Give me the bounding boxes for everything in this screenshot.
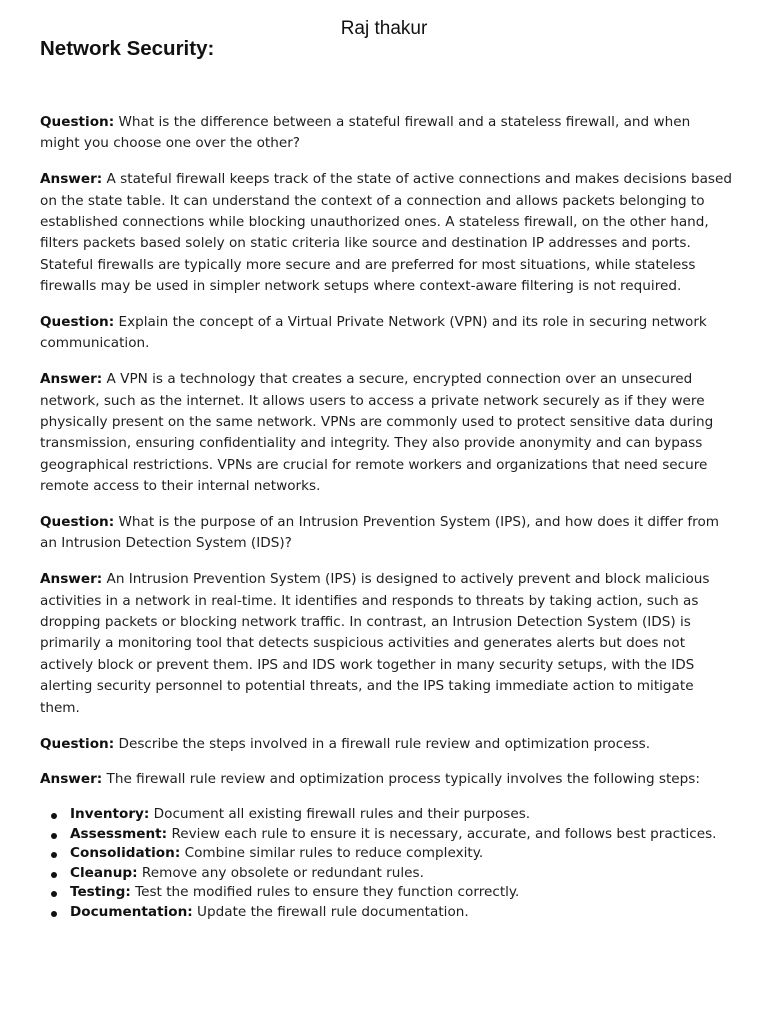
author-name: Raj thakur	[340, 18, 428, 39]
step-term: Testing:	[70, 884, 131, 901]
question-label: Question:	[40, 114, 115, 130]
question-text: Explain the concept of a Virtual Private Network (VPN) and its role in securing network communication.	[40, 314, 707, 352]
bullet-icon	[51, 813, 57, 819]
answer-label: Answer:	[40, 171, 103, 188]
step-text: Remove any obsolete or redundant rules.	[141, 864, 424, 881]
answer-label: Answer:	[40, 371, 103, 388]
document-title: Network Security:	[40, 37, 215, 60]
bullet-icon	[51, 891, 57, 897]
answer-1	[40, 169, 732, 297]
bullet-icon	[51, 872, 57, 878]
bullet-icon	[51, 911, 57, 917]
answer-text: A stateful firewall keeps track of the state of active connections and makes decisions based on the state table. It can understand the context of a connection and allows packets belonging to established connections while blocking unauthorized ones. A stateless firewall, on the other hand, filters packets based solely on static criteria like source and destination IP addresses and ports. Stateful firewalls are typically more secure and are preferred for most situations, while stateless firewalls may be used in simpler network setups where context-aware filtering is not required.	[40, 171, 732, 295]
answer-label: Answer:	[40, 771, 103, 788]
bullet-icon	[51, 833, 57, 839]
question-1	[40, 112, 732, 155]
list-item	[40, 825, 732, 845]
step-text: Test the modified rules to ensure they function correctly.	[135, 884, 520, 901]
firewall-steps-list	[40, 805, 732, 923]
question-4	[40, 734, 732, 755]
step-term: Documentation:	[70, 904, 193, 921]
question-text: What is the purpose of an Intrusion Prevention System (IPS), and how does it differ from an Intrusion Detection System (IDS)?	[40, 514, 720, 552]
list-item	[40, 883, 732, 903]
question-2	[40, 312, 732, 355]
document-body	[40, 112, 732, 923]
list-item	[40, 903, 732, 923]
answer-3	[40, 569, 732, 719]
answer-text: An Intrusion Prevention System (IPS) is designed to actively prevent and block malicious activities in a network in real-time. It identifies and responds to threats by taking action, such as dropping packets or blocking network traffic. In contrast, an Intrusion Detection System (IDS) is primarily a monitoring tool that detects suspicious activities and generates alerts but does not actively block or prevent them. IPS and IDS work together in many security setups, with the IDS alerting security personnel to potential threats, and the IPS taking immediate action to mitigate them.	[40, 571, 710, 716]
answer-label: Answer:	[40, 571, 103, 588]
step-term: Inventory:	[70, 806, 150, 823]
step-text: Combine similar rules to reduce complexity.	[184, 845, 484, 862]
step-text: Review each rule to ensure it is necessary, accurate, and follows best practices.	[171, 825, 717, 842]
answer-text: The firewall rule review and optimization process typically involves the following steps:	[106, 771, 700, 788]
question-label: Question:	[40, 735, 115, 752]
answer-text: A VPN is a technology that creates a secure, encrypted connection over an unsecured network, such as the internet. It allows users to access a private network securely as if they were physically present on the same network. VPNs are commonly used to protect sensitive data during transmission, ensuring confidentiality and integrity. They also provide anonymity and can bypass geographical restrictions. VPNs are crucial for remote workers and organizations that need secure remote access to their internal networks.	[40, 371, 714, 495]
step-term: Consolidation:	[70, 845, 181, 862]
bullet-icon	[51, 852, 57, 858]
list-item	[40, 864, 732, 884]
question-text: Describe the steps involved in a firewall rule review and optimization process.	[118, 735, 651, 752]
question-label: Question:	[40, 514, 115, 531]
step-text: Document all existing firewall rules and their purposes.	[153, 806, 531, 823]
list-item	[40, 844, 732, 864]
answer-4	[40, 769, 732, 790]
step-term: Cleanup:	[70, 864, 138, 881]
question-text: What is the difference between a stateful firewall and a stateless firewall, and when might you choose one over the other?	[40, 114, 691, 152]
question-label: Question:	[40, 314, 115, 331]
list-item	[40, 805, 732, 825]
step-text: Update the firewall rule documentation.	[197, 904, 469, 921]
step-term: Assessment:	[70, 825, 168, 842]
question-3	[40, 512, 732, 555]
answer-2	[40, 369, 732, 497]
